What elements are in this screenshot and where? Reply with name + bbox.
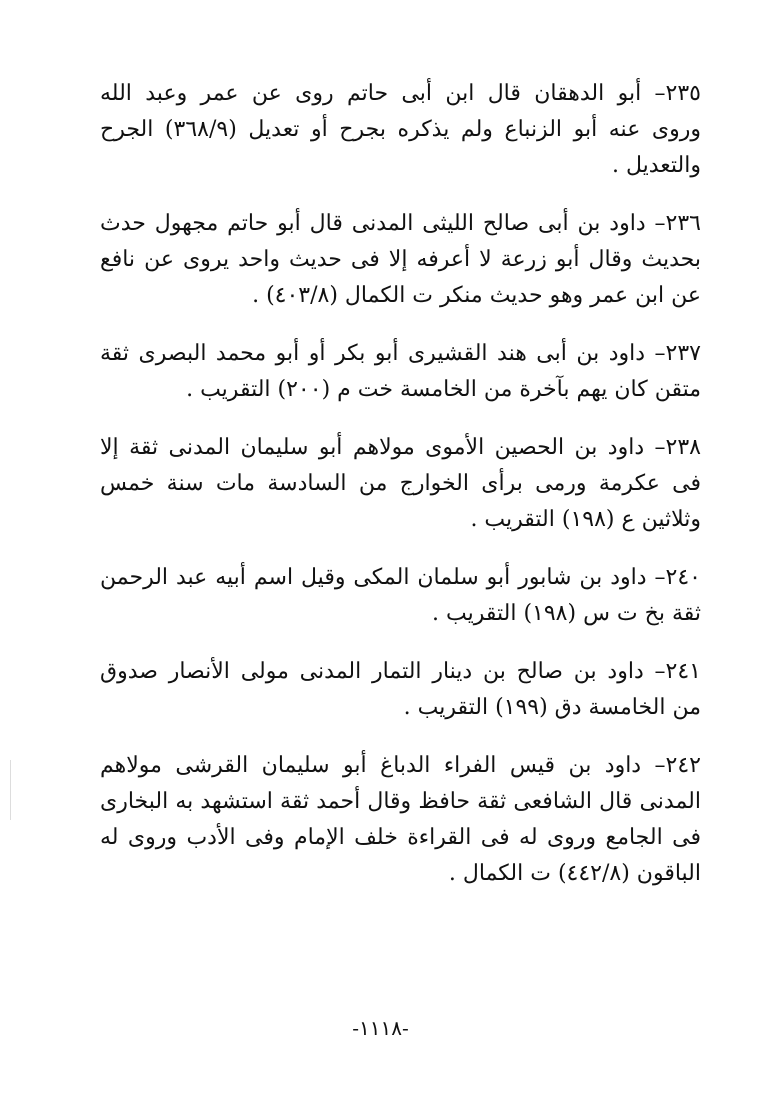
entry-242 [100,748,701,892]
page-number: -١١١٨- [352,1016,409,1040]
text-line: وروى عنه أبو الزنباع ولم يذكره بجرح أو تعديل (٣٦٨/٩) الجرح [100,117,701,142]
text-line: المدنى قال الشافعى ثقة حافظ وقال أحمد ثقة استشهد به البخارى [100,789,701,814]
text-line: عن ابن عمر وهو حديث منكر ت الكمال (٤٠٣/٨) . [252,283,701,308]
text-line: من الخامسة دق (١٩٩) التقريب . [403,695,701,720]
entry-238 [100,430,701,538]
text-line: ٢٣٥– أبو الدهقان قال ابن أبى حاتم روى عن عمر وعبد الله [100,81,701,106]
entry-241 [100,654,701,726]
text-line: بحديث وقال أبو زرعة لا أعرفه إلا فى حديث واحد يروى عن نافع [100,247,701,272]
text-line: ٢٤١– داود بن صالح بن دينار التمار المدنى مولى الأنصار صدوق [100,659,701,684]
entry-235 [100,76,701,184]
text-line: الباقون (٤٤٢/٨) ت الكمال . [448,861,701,886]
text-line: ٢٣٨– داود بن الحصين الأموى مولاهم أبو سليمان المدنى ثقة إلا [100,435,701,460]
text-line: ٢٤٠– داود بن شابور أبو سلمان المكى وقيل اسم أبيه عبد الرحمن [100,565,701,590]
text-line: متقن كان يهم بآخرة من الخامسة خت م (٢٠٠) التقريب . [186,377,701,402]
text-line: ثقة بخ ت س (١٩٨) التقريب . [432,601,701,626]
text-line: فى الجامع وروى له فى القراءة خلف الإمام وفى الأدب وروى له [100,825,701,850]
entry-236 [100,206,701,314]
text-line: ٢٤٢– داود بن قيس الفراء الدباغ أبو سليمان القرشى مولاهم [100,753,701,778]
text-line: ٢٣٦– داود بن أبى صالح الليثى المدنى قال أبو حاتم مجهول حدث [100,211,701,236]
text-line: فى عكرمة ورمى برأى الخوارج من السادسة مات سنة خمس [100,471,701,496]
text-line: والتعديل . [611,153,701,178]
entry-240 [100,560,701,632]
text-line: وثلاثين ع (١٩٨) التقريب . [470,507,701,532]
entry-237 [100,336,701,408]
document-body [100,76,701,914]
scan-edge-mark [10,760,11,820]
text-line: ٢٣٧– داود بن أبى هند القشيرى أبو بكر أو أبو محمد البصرى ثقة [100,341,701,366]
